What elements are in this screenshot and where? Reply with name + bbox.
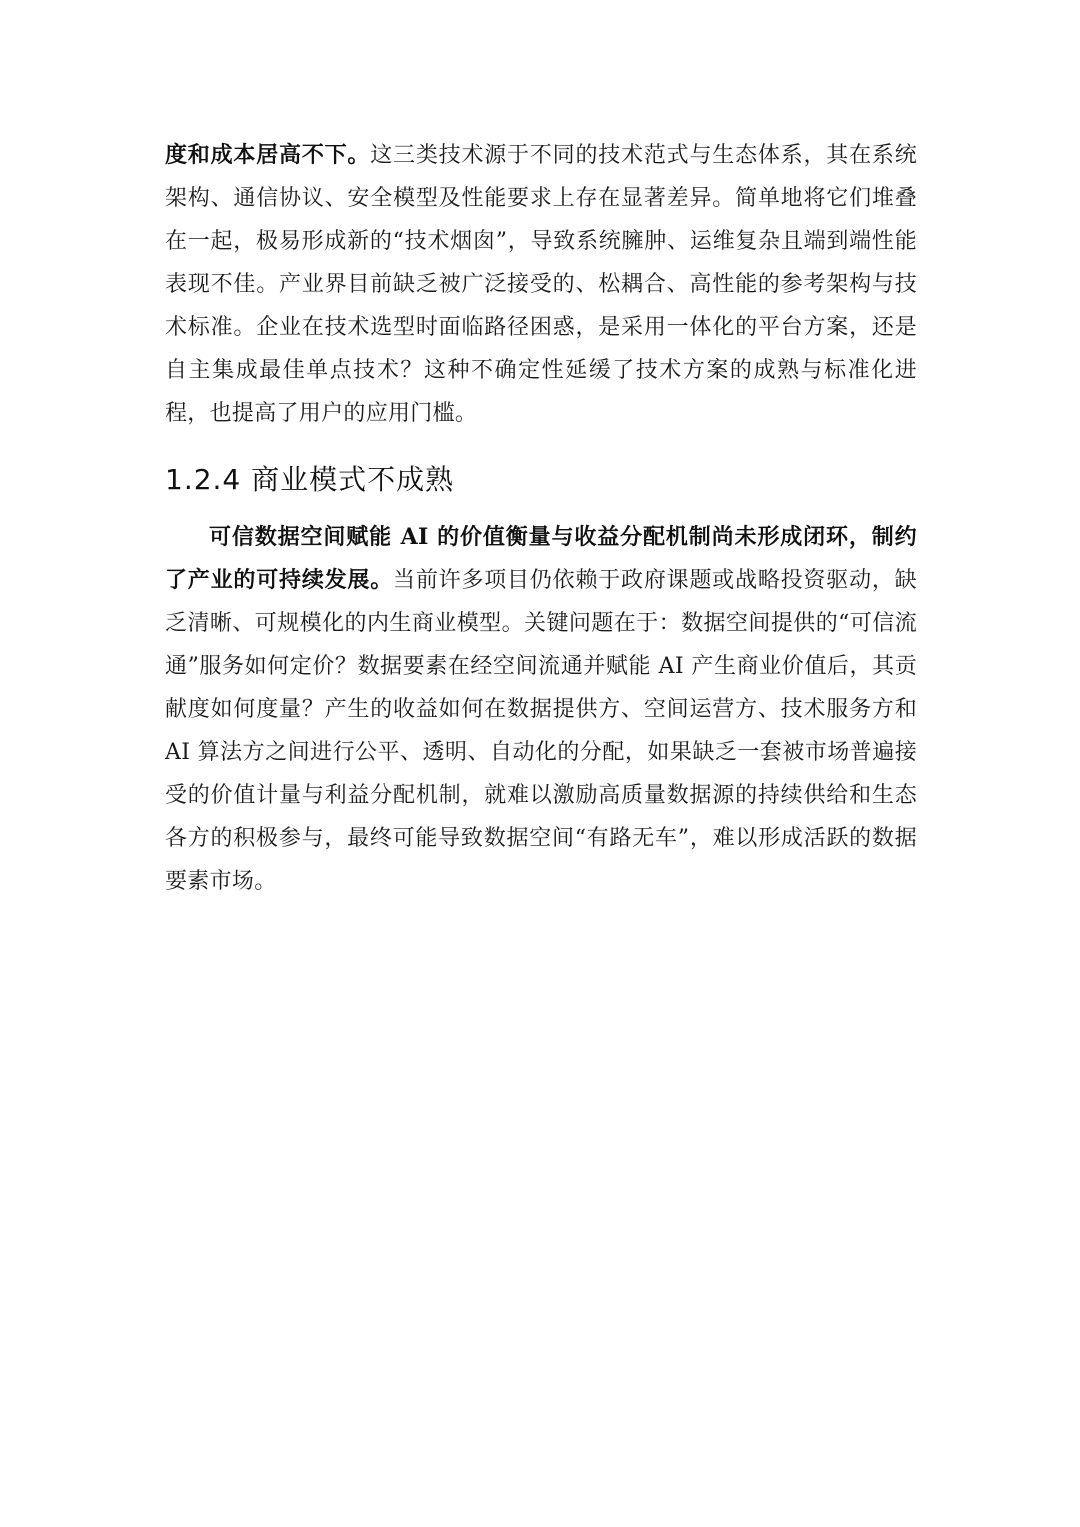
paragraph-2-text: 当前许多项目仍依赖于政府课题或战略投资驱动，缺乏清晰、可规模化的内生商业模型。关键问题在于：数据空间提供的“可信流通”服务如何定价？数据要素在经空间流通并赋能 AI 产生商业价值后，其贡献度如何度量？产生的收益如何在数据提供方、空间运营方、技术服务方和 AI 算法方之间进行公平、透明、自动化的分配，如果缺乏一套被市场普遍接受的价值计量与利益分配机制，就难以激励高质量数据源的持续供给和生态各方的积极参与，最终可能导致数据空间“有路无车”，难以形成活跃的数据要素市场。 (165, 568, 917, 894)
paragraph-2-bold-lead: 可信数据空间赋能 AI 的价值衡量与收益分配机制尚未形成闭环，制约了产业的可持续发展。 (165, 524, 917, 593)
paragraph-1-bold-lead: 度和成本居高不下。 (165, 142, 371, 168)
paragraph-1-text: 这三类技术源于不同的技术范式与生态体系，其在系统架构、通信协议、安全模型及性能要求上存在显著差异。简单地将它们堆叠在一起，极易形成新的“技术烟囱”，导致系统臃肿、运维复杂且端到端性能表现不佳。产业界目前缺乏被广泛接受的、松耦合、高性能的参考架构与技术标准。企业在技术选型时面临路径困惑，是采用一体化的平台方案，还是自主集成最佳单点技术？这种不确定性延缓了技术方案的成熟与标准化进程，也提高了用户的应用门槛。 (165, 143, 918, 426)
paragraph-1 (165, 134, 917, 435)
section-heading: 1.2.4 商业模式不成熟 (165, 463, 455, 496)
paragraph-2 (165, 516, 917, 903)
